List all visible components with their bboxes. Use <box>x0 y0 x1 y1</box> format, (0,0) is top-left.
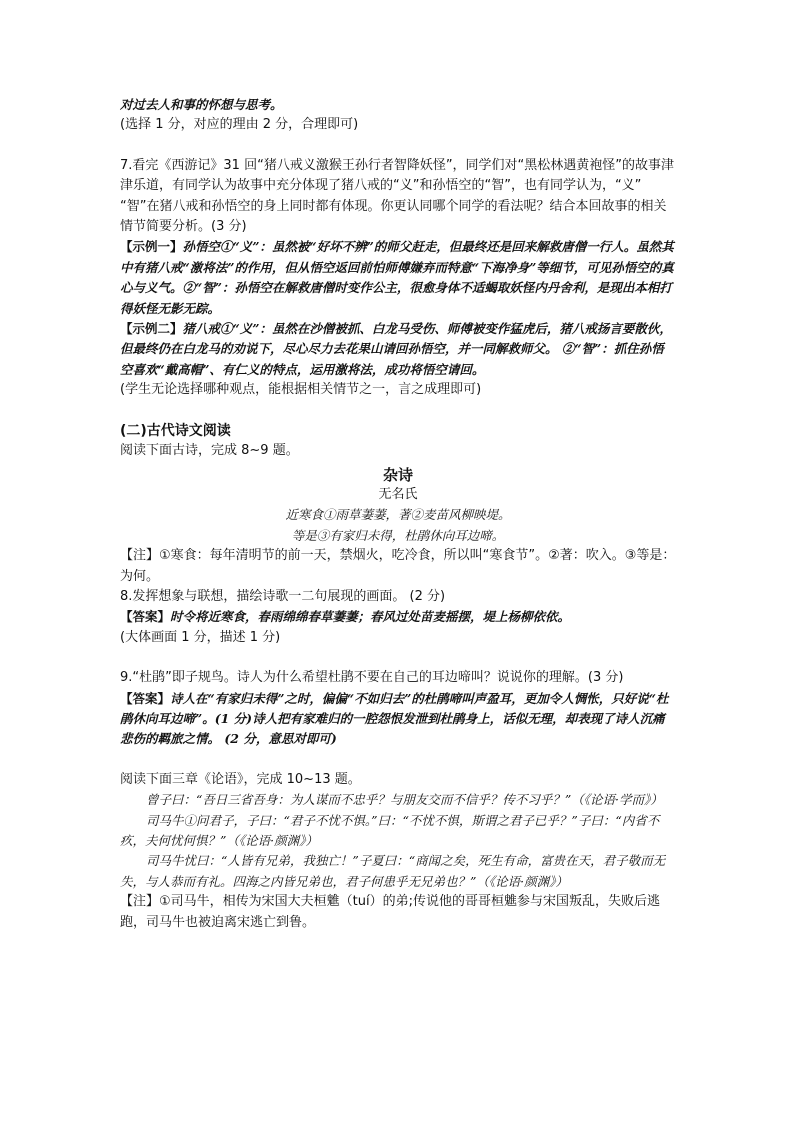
q6-answer-tail: 对过去人和事的怀想与思考。 <box>120 97 283 112</box>
q8-question: 8.发挥想象与联想，描绘诗歌一二句展现的画面。 (2 分) <box>120 588 446 604</box>
document-content <box>120 95 676 933</box>
q7-grading-note: (学生无论选择哪种观点，能根据相关情节之一，言之成理即可) <box>120 382 482 398</box>
q8-score-note: (大体画面 1 分，描述 1 分) <box>120 629 281 645</box>
q8-answer <box>120 607 676 627</box>
lunyu-intro: 阅读下面三章《论语》，完成 10~13 题。 <box>120 771 361 787</box>
example-one-text: 孙悟空①“义”：虽然被“好坏不辨”的师父赶走，但最终还是回来解救唐僧一行人。虽然其中有猪八戒“激将法”的作用，但从悟空返回前怕师傅嫌弃而特意“下海净身”等细节，可见孙悟空的真心与义气。②“智”：孙悟空在解救唐僧时变作公主，很愈身体不适蝎取妖怪内丹舍利，是现出本相打得妖怪无影无踪。 <box>120 239 674 316</box>
q8-answer-tag: 【答案】 <box>120 609 171 625</box>
lunyu-passage-3: 司马牛忧曰：“人皆有兄弟，我独亡！”子夏曰：“商闻之矣，死生有命，富贵在天，君子敬而无失，与人恭而有礼。四海之内皆兄弟也，君子何患乎无兄弟也？”（《论语·颜渊》） <box>120 853 666 889</box>
q7-question: 7.看完《西游记》31 回“猪八戒义激猴王孙行者智降妖怪”，同学们对“黑松林遇黄袍怪”的故事津津乐道，有同学认为故事中充分体现了猪八戒的“义”和孙悟空的“智”，也有同学认为，“义” “智”在猪八戒和孙悟空的身上同时都有体现。你更认同哪个同学的看法呢？结合本回故事的相关情节简要分析。(3 分) <box>120 157 675 235</box>
section-heading: (二)古代诗文阅读 <box>120 422 231 439</box>
q7-example-two <box>120 319 676 380</box>
poem-note: 【注】①寒食：每年清明节的前一天，禁烟火，吃冷食，所以叫“寒食节”。②著：吹入。③等是：为何。 <box>120 548 676 584</box>
example-two-text: 猪八戒①“义”：虽然在沙僧被抓、白龙马受伤、师傅被变作猛虎后，猪八戒扬言要散伙，但最终仍在白龙马的劝说下，尽心尽力去花果山请回孙悟空，并一同解救师父。 ②“智”：抓住孙悟空喜欢“戴高帽”、有仁义的特点，运用激将法，成功将悟空请回。 <box>120 321 672 377</box>
lunyu-passage-2: 司马牛①问君子，子曰：“君子不忧不惧。”曰：“不忧不惧，斯谓之君子已乎？”子曰：“内省不疚，夫何忧何惧？”（《论语·颜渊》） <box>120 812 660 848</box>
poem-line-2: 等是③有家归未得，杜鹃休向耳边啼。 <box>291 527 505 543</box>
lunyu-note: 【注】①司马牛，相传为宋国大夫桓魋（tuí）的弟;传说他的哥哥桓魋参与宋国叛乱，失败后逃跑，司马牛也被迫离宋逃亡到鲁。 <box>120 894 660 930</box>
poem-intro: 阅读下面古诗，完成 8~9 题。 <box>120 443 299 459</box>
q7-example-one <box>120 237 676 319</box>
poem-author: 无名氏 <box>378 486 418 502</box>
poem-line-1: 近寒食①雨草萋萋，著②麦苗风柳映堤。 <box>285 507 511 523</box>
q8-answer-text: 时令将近寒食，春雨绵绵春草萋萋；春风过处苗麦摇摆，堤上杨柳依依。 <box>170 609 571 625</box>
example-two-tag: 【示例二】 <box>120 321 183 337</box>
q9-question: 9.“杜鹃”即子规鸟。诗人为什么希望杜鹃不要在自己的耳边啼叫？说说你的理解。(3 分) <box>120 670 624 686</box>
example-one-tag: 【示例一】 <box>120 239 183 255</box>
q9-answer <box>120 689 676 750</box>
q9-answer-text: 诗人在“有家归未得”之时，偏偏“不如归去”的杜鹃啼叫声盈耳，更加令人惆怅，只好说“杜鹃休向耳边啼”。(1 分)诗人把有家难归的一腔怨恨发泄到杜鹃身上，话似无理，却表现了诗人沉痛悲伤的羁旅之情。 (2 分，意思对即可) <box>120 690 669 747</box>
lunyu-passage-1: 曾子曰：“吾日三省吾身：为人谋而不忠乎？与朋友交而不信乎？传不习乎？”（《论语·学而》） <box>146 792 663 808</box>
poem-title: 杂诗 <box>382 465 413 484</box>
q6-score-note: (选择 1 分，对应的理由 2 分，合理即可) <box>120 117 359 133</box>
q9-answer-tag: 【答案】 <box>120 690 171 706</box>
